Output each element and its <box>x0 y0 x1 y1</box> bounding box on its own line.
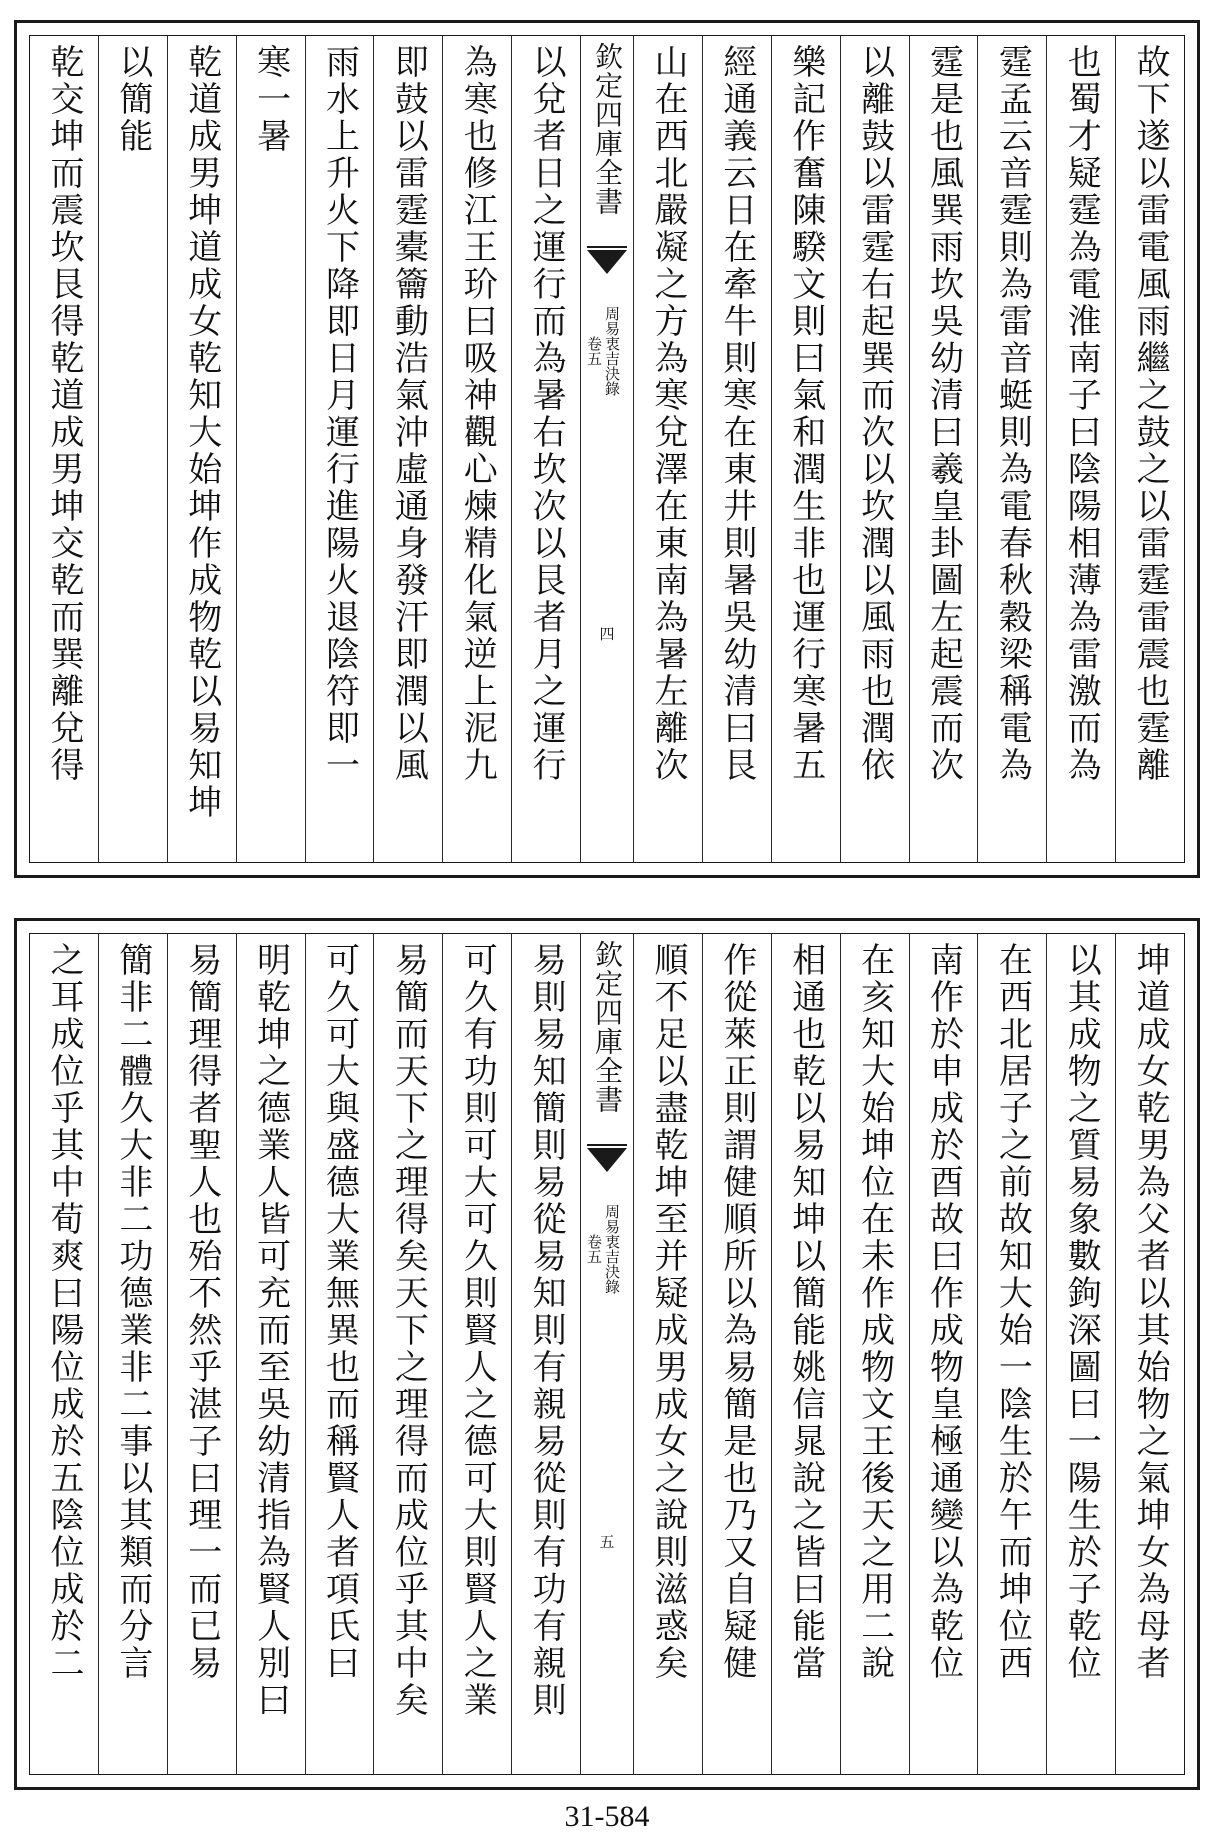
book-title: 欽定四庫全書 <box>591 42 624 216</box>
volume-label: 卷五 <box>585 1234 603 1264</box>
text-column: 乾交坤而震坎艮得乾道成男坤交乾而巽離兌得 <box>43 44 84 784</box>
page-number: 四 <box>597 626 616 641</box>
text-column: 經通義云日在牽牛則寒在東井則暑吳幼清曰艮 <box>702 36 771 862</box>
text-column: 故下遂以雷電風雨繼之鼓之以雷霆雷震也霆離 <box>1115 36 1184 862</box>
chapter-title: 周易衷吉決錄 <box>603 306 621 396</box>
chapter-title: 周易衷吉決錄 <box>603 1204 621 1294</box>
text-column: 寒一暑 <box>236 36 305 862</box>
text-column: 以兌者日之運行而為暑右坎次以艮者月之運行 <box>511 36 580 862</box>
text-column: 即鼓以雷霆橐籥動浩氣沖虛通身發汗即潤以風 <box>373 36 442 862</box>
text-column: 明乾坤之德業人皆可充而至吳幼清指為賢人別曰 <box>236 934 305 1774</box>
fish-tail-mark <box>587 1144 627 1180</box>
text-column: 也蜀才疑霆為電淮南子曰陰陽相薄為雷激而為 <box>1046 36 1115 862</box>
text-column: 順不足以盡乾坤至并疑成男成女之說則滋惑矣 <box>633 934 702 1774</box>
text-column: 霆孟云音霆則為雷音蜓則為電春秋穀梁稱電為 <box>977 36 1046 862</box>
volume-label: 卷五 <box>585 336 603 366</box>
bottom-text-grid <box>29 933 1185 1775</box>
text-column: 南作於申成於酉故曰作成物皇極通變以為乾位 <box>909 934 978 1774</box>
text-column: 作從萊正則謂健順所以為易簡是也乃又自疑健 <box>702 934 771 1774</box>
text-column: 相通也乾以易知坤以簡能姚信晁說之皆曰能當 <box>771 934 840 1774</box>
text-column: 山在西北嚴凝之方為寒兌澤在東南為暑左離次 <box>633 36 702 862</box>
center-margin <box>580 36 633 862</box>
text-column: 簡非二體久大非二功德業非二事以其類而分言 <box>98 934 167 1774</box>
text-column: 雨水上升火下降即日月運行進陽火退陰符即一 <box>305 36 374 862</box>
text-column: 易簡理得者聖人也殆不然乎湛子曰理一而已易 <box>167 934 236 1774</box>
page-number: 五 <box>597 1534 616 1549</box>
book-title: 欽定四庫全書 <box>591 940 624 1114</box>
text-column: 以離鼓以雷霆右起巽而次以坎潤以風雨也潤依 <box>840 36 909 862</box>
text-column: 乾道成男坤道成女乾知大始坤作成物乾以易知坤 <box>167 36 236 862</box>
text-column: 易則易知簡則易從易知則有親易從則有功有親則 <box>511 934 580 1774</box>
top-page <box>14 20 1200 878</box>
text-column: 霆是也風巽雨坎吳幼清曰羲皇卦圖左起震而次 <box>909 36 978 862</box>
text-column: 樂記作奮陳騤文則曰氣和潤生非也運行寒暑五 <box>771 36 840 862</box>
text-column: 在西北居子之前故知大始一陰生於午而坤位西 <box>977 934 1046 1774</box>
text-column: 為寒也修江王玠曰吸神觀心煉精化氣逆上泥九 <box>442 36 511 862</box>
page-footer-number: 31-584 <box>564 1800 650 1833</box>
text-column: 之耳成位乎其中荀爽曰陽位成於五陰位成於二 <box>43 942 84 1682</box>
text-column: 坤道成女乾男為父者以其始物之氣坤女為母者 <box>1115 934 1184 1774</box>
fish-tail-mark <box>587 246 627 282</box>
center-margin <box>580 934 633 1774</box>
text-column: 在亥知大始坤位在未作成物文王後天之用二說 <box>840 934 909 1774</box>
text-column: 以其成物之質易象數鉤深圖曰一陽生於子乾位 <box>1046 934 1115 1774</box>
text-column: 易簡而天下之理得矣天下之理得而成位乎其中矣 <box>373 934 442 1774</box>
bottom-page <box>14 918 1200 1790</box>
text-column: 可久可大與盛德大業無異也而稱賢人者項氏曰 <box>305 934 374 1774</box>
text-column: 以簡能 <box>98 36 167 862</box>
text-column: 可久有功則可大可久則賢人之德可大則賢人之業 <box>442 934 511 1774</box>
top-text-grid <box>29 35 1185 863</box>
